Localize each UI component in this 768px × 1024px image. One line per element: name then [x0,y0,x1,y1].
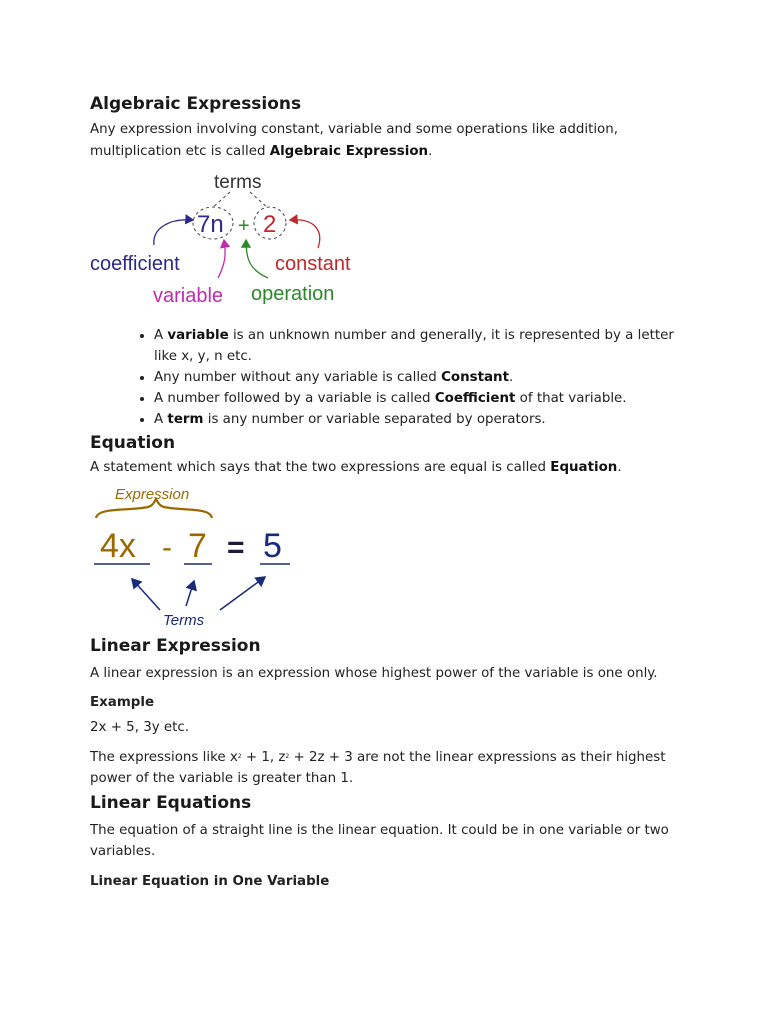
list-item: • A number followed by a variable is called Coefficient of that variable. [154,388,690,409]
definitions-list [90,325,690,430]
constant-arrow [290,220,320,248]
variable-arrow [218,240,225,278]
diagram-terms-label: terms [214,172,262,193]
heading-linear-equations: Linear Equations [90,792,252,813]
paragraph-nonlinear-note: The expressions like $x^2 + 1$, $z^2 + 2z + 3$ are not the linear expressions as their highest power of the variable is greater than 1. [90,749,666,786]
diagram-expression-label: Expression [115,485,190,503]
terms-arrow-left [132,579,160,610]
diagram-constant-label: constant [275,253,351,275]
document-page [90,92,690,892]
operation-arrow [246,240,268,278]
example-text: 2x + 5, 3y etc. [90,720,190,735]
list-item: • Any number without any variable is called Constant. [154,367,690,388]
terms-arrow-right [220,577,265,610]
heading-linear-expression: Linear Expression [90,635,261,656]
diagram-operation-label: operation [251,283,335,305]
heading-algebraic-expressions: Algebraic Expressions [90,94,302,114]
example-label: Example [90,695,155,710]
list-item: • A term is any number or variable separated by operators. [154,409,690,430]
equation-equals: = [227,530,245,564]
diagram-variable-label: variable [153,285,224,307]
equation-diagram [90,485,300,630]
paragraph-linear-expression: A linear expression is an expression whose highest power of the variable is one only. [90,665,658,681]
expression-brace [96,499,212,518]
paragraph-algebraic-intro [90,119,690,162]
intro-bold-term: Algebraic Expression [269,143,429,159]
equation-term-5: 5 [263,526,282,565]
terms-arrow-middle [186,581,194,606]
equation-minus: - [162,530,172,564]
heading-equation: Equation [90,433,176,453]
diagram-plus: + [238,215,250,237]
subheading-one-variable: Linear Equation in One Variable [90,873,330,889]
algebraic-expression-diagram [90,170,380,315]
equation-term-7: 7 [188,526,207,565]
coefficient-arrow [154,220,193,245]
paragraph-equation: A statement which says that the two expressions are equal is called Equation. [90,460,622,475]
list-item: • A variable is an unknown number and generally, it is represented by a letter like x, y, n etc. [154,325,690,367]
equation-term-4x: 4x [100,526,136,565]
intro-period: . [428,143,433,159]
diagram-term-7n: 7n [197,211,224,238]
intro-text: Any expression involving constant, variable and some operations like addition, multiplication etc is called [90,122,618,159]
paragraph-linear-equations: The equation of a straight line is the linear equation. It could be in one variable or two variables. [90,822,669,859]
diagram-coefficient-label: coefficient [90,253,180,275]
diagram-terms-caption: Terms [163,611,205,629]
diagram-term-2: 2 [263,211,277,238]
terms-dashed-connector [212,192,268,208]
